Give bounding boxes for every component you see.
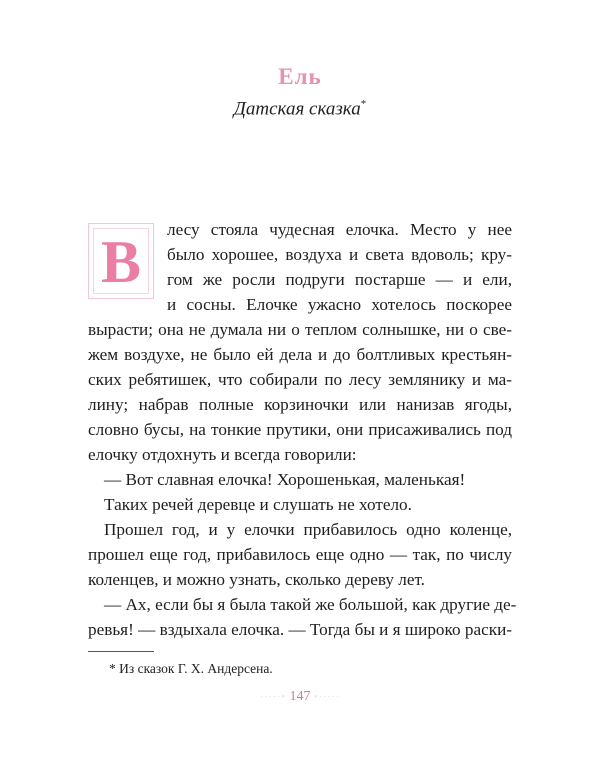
text-line: жем воздухе, не было ей дела и до болтливых крестьян- xyxy=(88,345,512,364)
text-line: было хорошее, воздуха и света вдоволь; кру- xyxy=(167,245,512,264)
text-line: ских ребятишек, что собирали по лесу землянику и ма- xyxy=(88,370,512,389)
text-line: елочку отдохнуть и всегда говорили: xyxy=(88,445,357,464)
page-number-area xyxy=(0,689,600,705)
text-line: лесу стояла чудесная елочка. Место у нее xyxy=(167,220,512,239)
story-subtitle xyxy=(0,98,600,120)
text-line: коленцев, и можно узнать, сколько дереву лет. xyxy=(88,570,425,589)
footnote: * Из сказок Г. Х. Андерсена. xyxy=(109,661,273,676)
text-line: ревья! — вздыхала елочка. — Тогда бы и я широко раски- xyxy=(88,620,512,639)
text-line: прошел еще год, прибавилось еще одно — так, по числу xyxy=(88,545,512,564)
text-line: — Ах, если бы я была такой же большой, как другие де- xyxy=(104,595,517,614)
text-line: гом же росли подруги постарше — и ели, xyxy=(167,270,512,289)
text-line: Таких речей деревце и слушать не хотело. xyxy=(104,495,412,514)
text-line: лину; набрав полные корзиночки или нанизав ягоды, xyxy=(88,395,512,414)
page-number: 147 xyxy=(289,689,311,704)
text-line: и сосны. Елочке ужасно хотелось поскорее xyxy=(167,295,512,314)
footnote-divider xyxy=(88,651,154,652)
story-title: Ель xyxy=(278,64,322,89)
subtitle-text: Датская сказка xyxy=(233,98,361,120)
drop-cap-letter: В xyxy=(100,229,142,295)
text-line: Прошел год, и у елочки прибавилось одно коленце, xyxy=(104,520,512,539)
ornament-left-icon: ·····• xyxy=(259,692,286,703)
text-line: вырасти; она не думала ни о теплом солнышке, ни о све- xyxy=(88,320,512,339)
text-line: — Вот славная елочка! Хорошенькая, маленькая! xyxy=(104,470,466,489)
footnote-mark: * xyxy=(360,98,367,110)
text-line: словно бусы, на тонкие прутики, они присаживались под xyxy=(88,420,512,439)
ornament-right-icon: •····· xyxy=(314,692,341,703)
drop-cap xyxy=(88,223,154,299)
